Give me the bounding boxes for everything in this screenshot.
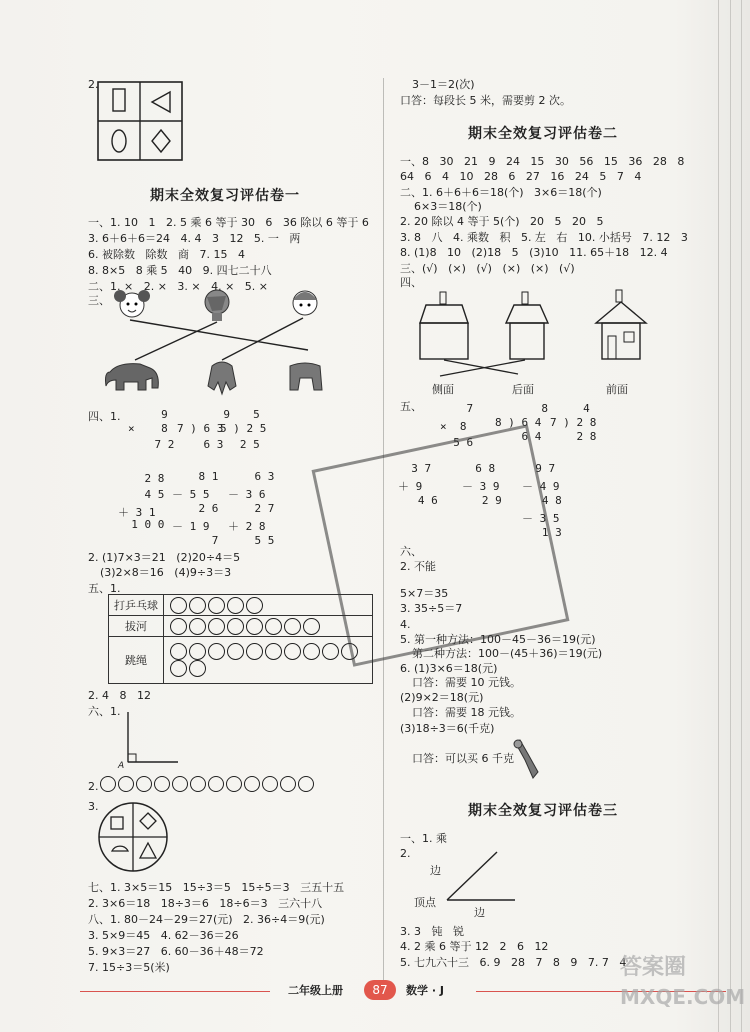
calc-line: 1 0 0 <box>118 518 165 531</box>
calc-line: 7 ) 6 3 <box>177 422 224 435</box>
left-line: 2. 4 8 12 <box>88 689 151 702</box>
footer-rule <box>80 991 270 992</box>
right-line: 口答：可以买 6 千克 <box>412 752 514 765</box>
right-line: 5. 第一种方法：100－45－36＝19(元) <box>400 633 596 646</box>
house-label: 侧面 <box>432 383 454 396</box>
answer-circle <box>172 776 188 792</box>
match-line <box>130 320 308 350</box>
calc-line: 8 <box>495 402 548 415</box>
title-exam-1: 期末全效复习评估卷一 <box>150 188 300 204</box>
left-line: 2. 3×6＝18 18÷3＝6 18÷6＝3 三六十八 <box>88 897 323 910</box>
answer-circle <box>100 776 116 792</box>
ellipse-shape <box>112 130 126 152</box>
right-line: 4. 2 乘 6 等于 12 2 6 12 <box>400 940 549 953</box>
right-line: (2)9×2＝18(元) <box>400 691 484 704</box>
tally-circle <box>170 643 187 660</box>
elephant-side <box>106 364 159 390</box>
left-line: 5. 9×3＝27 6. 60－36＋48＝72 <box>88 945 264 958</box>
house-back <box>506 292 548 359</box>
table-label: 跳绳 <box>108 636 164 684</box>
calc-line: － 3 5 <box>522 512 560 525</box>
tally-circle <box>322 643 339 660</box>
calc-line: － 1 9 <box>172 520 210 533</box>
calc-line: × 8 <box>128 422 168 435</box>
calc-line: 4 5 <box>118 488 165 501</box>
circle-row <box>100 776 380 796</box>
tally-circle <box>227 643 244 660</box>
tally-circle <box>170 597 187 614</box>
right-line: 2. 不能 <box>400 560 436 573</box>
tally-circle <box>189 660 206 677</box>
q2-label: 2. <box>88 78 99 91</box>
tally-circle <box>208 618 225 635</box>
tally-circle <box>227 597 244 614</box>
calc-line: － 3 9 <box>462 480 500 493</box>
right-line: 二、1. 6＋6＋6＝18(个) 3×6＝18(个) <box>400 186 602 199</box>
tally-circle <box>303 618 320 635</box>
left-line: (3)2×8＝16 (4)9÷3＝3 <box>100 566 232 579</box>
calc-line: 2 9 <box>462 494 502 507</box>
right-line: 6×3＝18(个) <box>414 200 482 213</box>
triangle-shape <box>152 92 170 112</box>
left-line: 二、1. × 2. × 3. × 4. × 5. × <box>88 280 269 293</box>
rectangle-shape <box>113 89 125 111</box>
angle-ray <box>447 852 497 900</box>
footer-grade: 二年级上册 <box>288 984 343 997</box>
answer-circle <box>280 776 296 792</box>
right-line: 2. 20 除以 4 等于 5(个) 20 5 20 5 <box>400 215 604 228</box>
tally-circle <box>246 643 263 660</box>
calc-line: 2 8 <box>118 472 165 485</box>
tally-row <box>163 615 373 637</box>
tally-circle <box>189 618 206 635</box>
right-line: 口答：需要 18 元钱。 <box>412 706 521 719</box>
calc-line: 7 ) 2 8 <box>550 416 597 429</box>
right-line: 第二种方法：100－(45＋36)＝19(元) <box>412 647 603 660</box>
calc-line: 5 5 <box>228 534 275 547</box>
right-line: 3. 3 钝 锐 <box>400 925 464 938</box>
calc-line: 8 1 <box>172 470 219 483</box>
calc-line: 5 <box>220 408 260 421</box>
tally-circle <box>284 643 301 660</box>
tally-circle <box>189 597 206 614</box>
calc-line: － 4 9 <box>522 480 560 493</box>
answer-circle <box>154 776 170 792</box>
match-line <box>440 360 525 376</box>
left-line: 7. 15÷3＝5(米) <box>88 961 170 974</box>
table-label: 拔河 <box>108 615 164 637</box>
girl-face <box>114 290 150 317</box>
tally-circle <box>265 618 282 635</box>
right-line: 三、(√) (×) (√) (×) (×) (√) <box>400 262 575 275</box>
angle-label: 边 <box>474 906 485 919</box>
calc-line: 5 6 <box>440 436 474 449</box>
tally-circle <box>303 643 320 660</box>
watermark: 答案圈 <box>620 955 687 980</box>
left-line: 3. <box>88 800 99 813</box>
house-front <box>596 290 646 359</box>
answer-circle <box>136 776 152 792</box>
title-exam-2: 期末全效复习评估卷二 <box>468 126 618 142</box>
calc-line: 9 <box>177 408 230 421</box>
answer-circle <box>226 776 242 792</box>
tally-circle <box>170 618 187 635</box>
calc-line: 7 2 <box>128 438 175 451</box>
table-label: 打乒乓球 <box>108 594 164 616</box>
right-line: 5. 七九六十三 6. 9 28 7 8 9 7. 7 4 <box>400 956 627 969</box>
right-line: 四、 <box>400 276 422 289</box>
calc-line: － 5 5 <box>172 488 210 501</box>
left-line: 八、1. 80－24－29＝27(元) 2. 36÷4＝9(元) <box>88 913 325 926</box>
right-line: 3. 35÷5＝7 <box>400 602 463 615</box>
watermark: MXQE.COM <box>620 985 746 1009</box>
calc-line: 5 ) 2 5 <box>220 422 267 435</box>
angle-label: 边 <box>430 864 441 877</box>
tally-circle <box>227 618 244 635</box>
answer-circle <box>208 776 224 792</box>
right-line: 3. 8 八 4. 乘数 积 5. 左 右 10. 小括号 7. 12 3 <box>400 231 688 244</box>
calc-line: 6 3 <box>177 438 224 451</box>
right-line: 2. <box>400 847 411 860</box>
right-line: 口答：每段长 5 米，需要剪 2 次。 <box>400 94 571 107</box>
section-five-label: 五、1. <box>88 582 121 595</box>
answer-circle <box>298 776 314 792</box>
calc-line: 2 6 <box>172 502 219 515</box>
left-line: 3. 5×9＝45 4. 62－36＝26 <box>88 929 239 942</box>
answer-circle <box>244 776 260 792</box>
house-side <box>420 292 468 359</box>
left-line: 2. (1)7×3＝21 (2)20÷4＝5 <box>88 551 241 564</box>
calc-line: 9 <box>128 408 168 421</box>
calc-line: ＋ 9 <box>398 480 423 493</box>
tally-circle <box>170 660 187 677</box>
calc-line: － 3 6 <box>228 488 266 501</box>
angle-label: 顶点 <box>414 896 436 909</box>
calc-line: 4 8 <box>522 494 562 507</box>
calc-line: 2 8 <box>550 430 597 443</box>
calc-line: 6 4 <box>495 430 542 443</box>
calc-line: 7 <box>440 402 474 415</box>
tally-circle <box>246 597 263 614</box>
answer-circle <box>262 776 278 792</box>
right-line: 5×7＝35 <box>400 587 449 600</box>
calc-line: ＋ 3 1 <box>118 506 156 519</box>
house-label: 后面 <box>512 383 534 396</box>
elephant-back <box>290 363 322 390</box>
right-line: 3－1＝2(次) <box>412 78 475 91</box>
left-line: 2. <box>88 780 99 793</box>
tally-circle <box>208 643 225 660</box>
right-line: (3)18÷3＝6(千克) <box>400 722 495 735</box>
calc-line: × 8 <box>440 420 467 433</box>
left-line: 8. 8×5 8 乘 5 40 9. 四七二十八 <box>88 264 272 277</box>
tally-circle <box>208 597 225 614</box>
right-line: 六、 <box>400 545 422 558</box>
right-line: 6. (1)3×6＝18(元) <box>400 662 498 675</box>
boy-face <box>293 291 317 315</box>
right-line: 口答：需要 10 元钱。 <box>412 676 521 689</box>
right-line: 64 6 4 10 28 6 27 16 24 5 7 4 <box>400 170 642 183</box>
left-line: 3. 6＋6＋6＝24 4. 4 3 12 5. 一 两 <box>88 232 301 245</box>
calc-line: 7 <box>172 534 219 547</box>
footer-subject: 数学 · J <box>406 984 444 997</box>
right-line: 一、1. 乘 <box>400 832 447 845</box>
left-line: 三、 <box>88 294 110 307</box>
tally-circle <box>189 643 206 660</box>
calc-line: 2 5 <box>220 438 260 451</box>
section-four-label: 四、1. <box>88 410 121 423</box>
left-line: 6. 被除数 除数 商 7. 15 4 <box>88 248 245 261</box>
elephant-front <box>208 362 236 394</box>
calc-line: 2 7 <box>228 502 275 515</box>
match-line <box>444 360 518 374</box>
tally-circle <box>246 618 263 635</box>
calc-line: 4 <box>550 402 590 415</box>
calc-line: 9 7 <box>522 462 556 475</box>
boy-face-side <box>205 290 229 321</box>
left-line: 一、1. 10 1 2. 5 乘 6 等于 30 6 36 除以 6 等于 6 <box>88 216 369 229</box>
answer-circle <box>118 776 134 792</box>
section-five-label: 五、 <box>400 400 422 413</box>
calc-line: 1 3 <box>522 526 562 539</box>
page-number: 87 <box>364 980 396 1000</box>
answer-circle <box>190 776 206 792</box>
angle-point-label: A <box>118 761 125 771</box>
calc-line: 6 3 <box>228 470 275 483</box>
match-line <box>222 318 303 360</box>
calc-line: 4 6 <box>398 494 438 507</box>
calc-line: 3 7 <box>398 462 432 475</box>
calc-line: ＋ 2 8 <box>228 520 266 533</box>
bug-icon <box>514 740 538 778</box>
right-line: 8. (1)8 10 (2)18 5 (3)10 11. 65＋18 12. 4 <box>400 246 668 259</box>
left-line: 七、1. 3×5＝15 15÷3＝5 15÷5＝3 三五十五 <box>88 881 345 894</box>
right-line: 4. <box>400 618 411 631</box>
tally-circle <box>265 643 282 660</box>
section-six-label: 六、1. <box>88 705 121 718</box>
tally-circle <box>284 618 301 635</box>
calc-line: 8 ) 6 4 <box>495 416 542 429</box>
right-line: 一、8 30 21 9 24 15 30 56 15 36 28 8 <box>400 155 685 168</box>
title-exam-3: 期末全效复习评估卷三 <box>468 803 618 819</box>
house-label: 前面 <box>606 383 628 396</box>
calc-line: 6 8 <box>462 462 496 475</box>
diamond-shape <box>152 130 170 152</box>
tally-row <box>163 636 373 684</box>
